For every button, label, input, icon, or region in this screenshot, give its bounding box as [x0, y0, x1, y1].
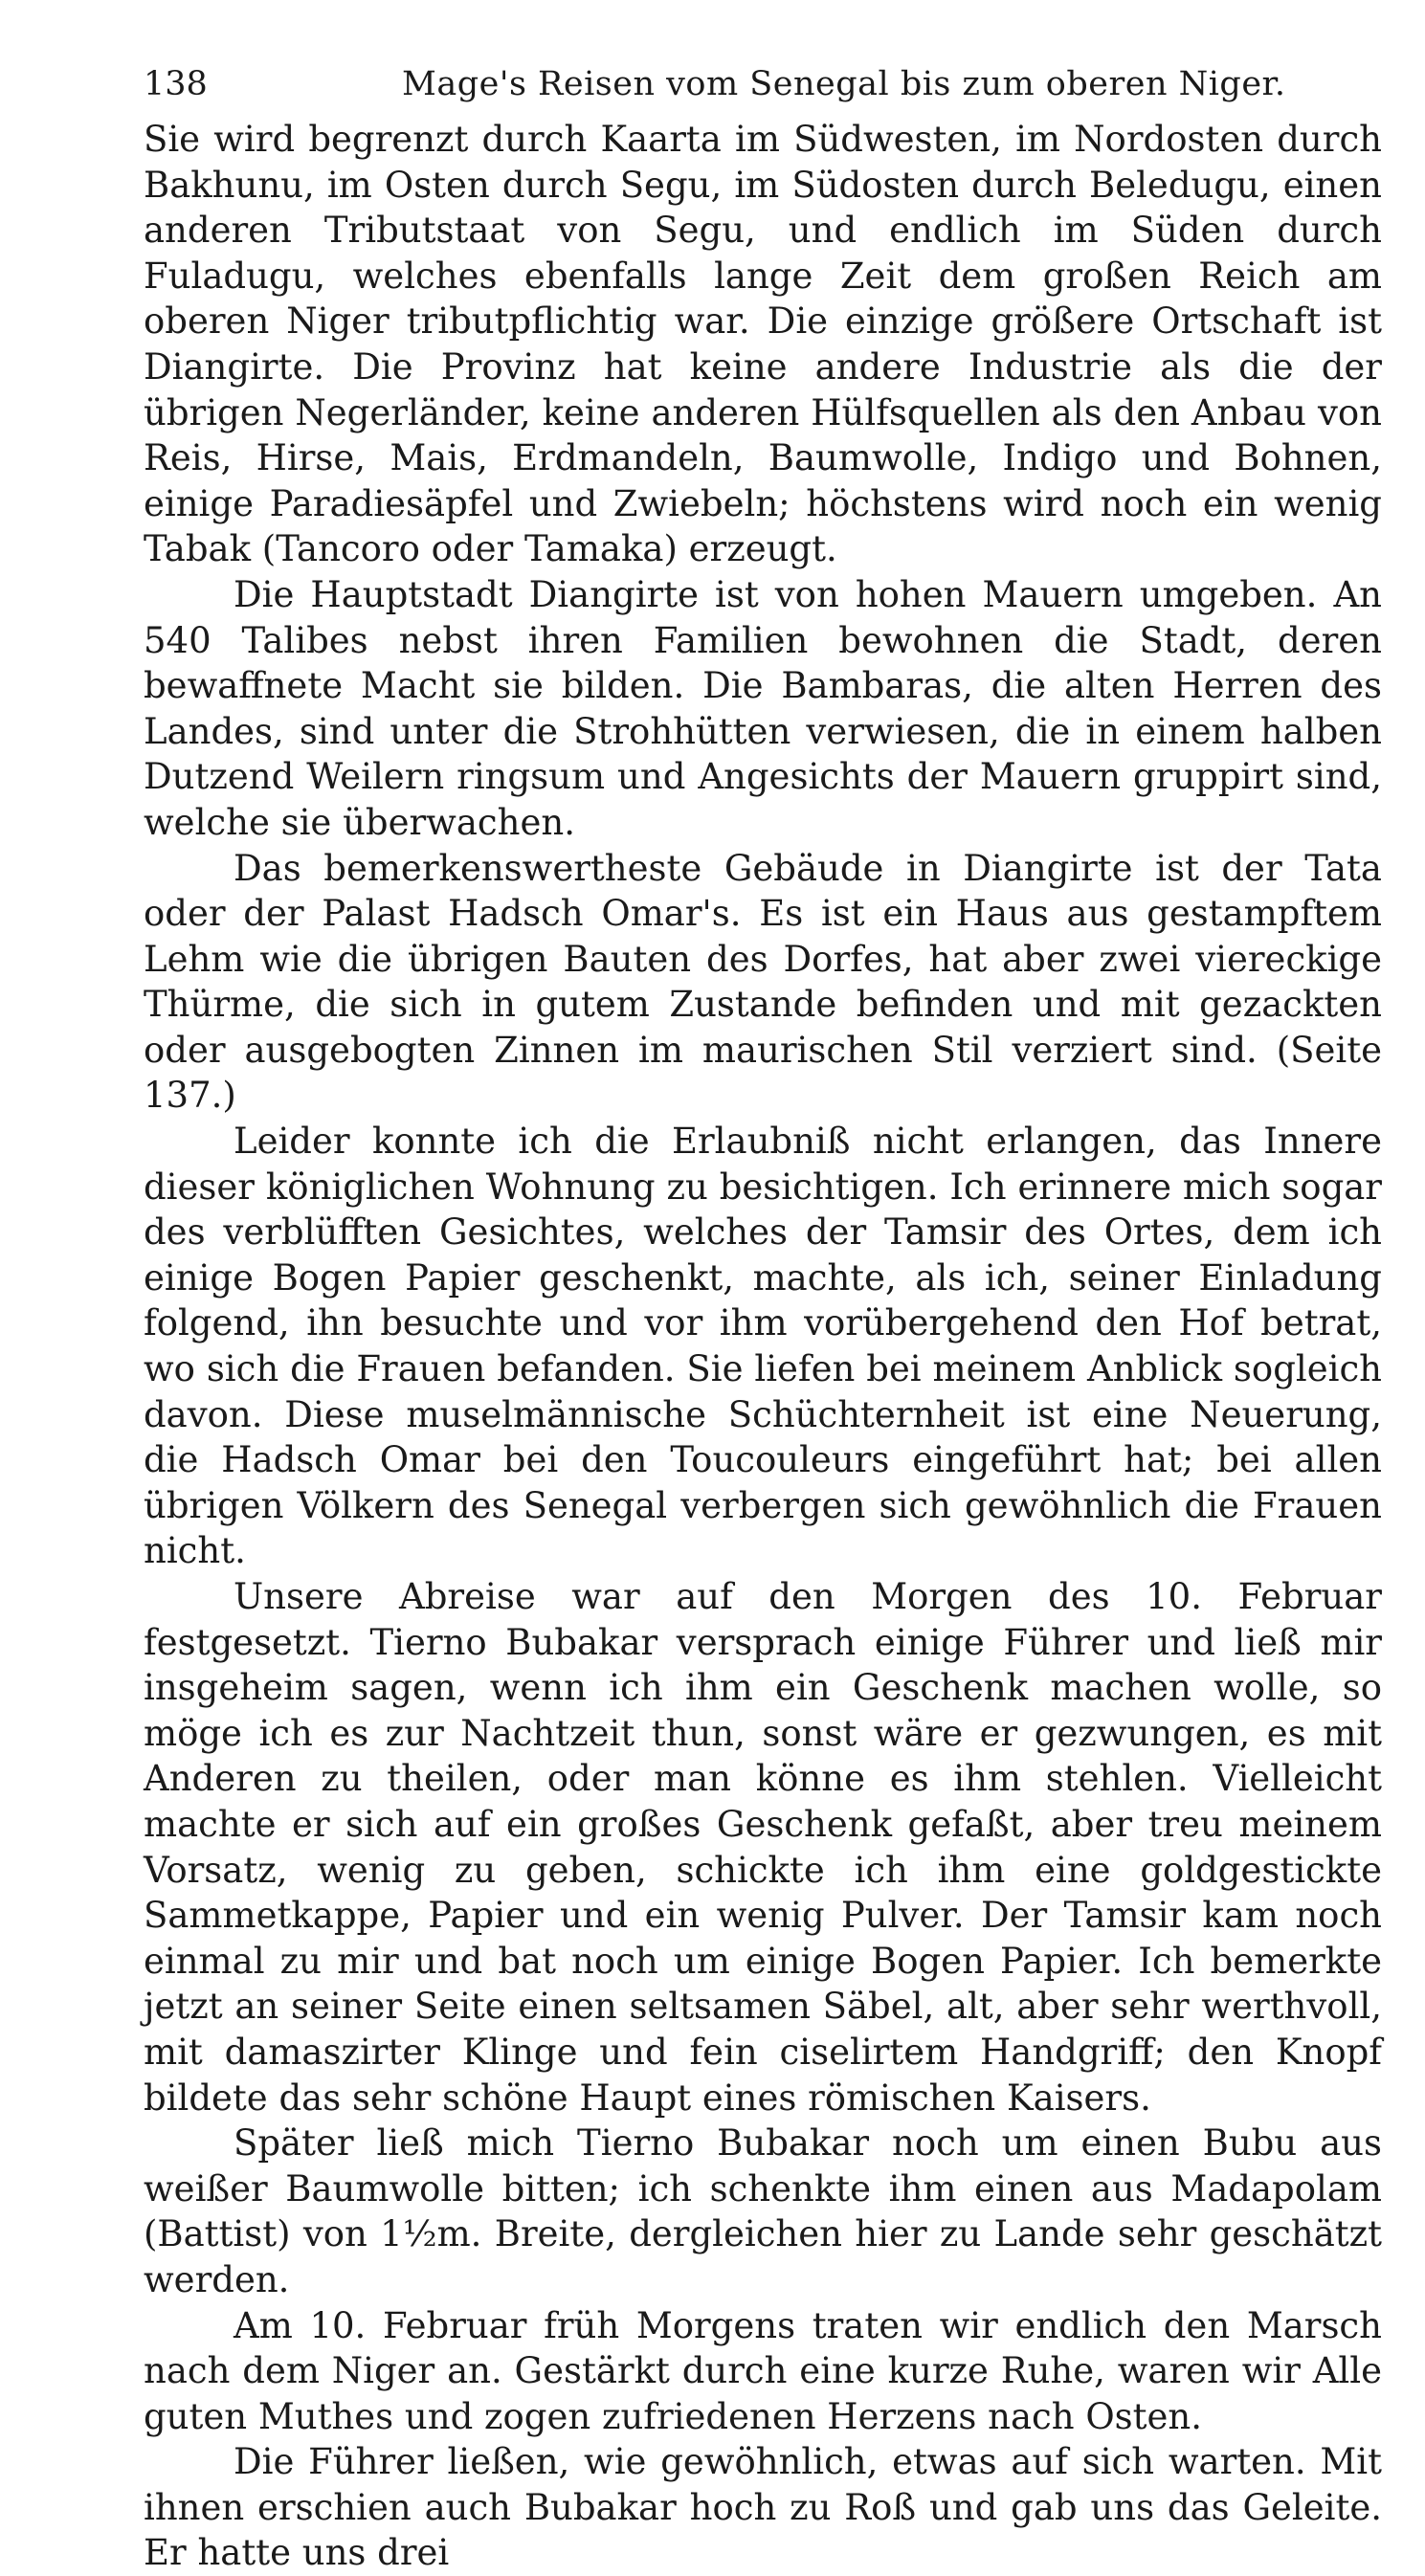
paragraph-3: Das bemerkenswertheste Gebäude in Diangirte ist der Tata oder der Palast Hadsch Omar's. Es ist ein Haus aus gestampftem Lehm wie die übrigen Bauten des Dorfes, hat aber zwei viereckige Thürme, die sich in gutem Zustande befinden und mit gezackten oder ausgebogten Zinnen im maurischen Stil verziert sind. (Seite 137.)	[144, 847, 1382, 1117]
paragraph-6: Später ließ mich Tierno Bubakar noch um einen Bubu aus weißer Baumwolle bitten; ich schenkte ihm einen aus Madapolam (Battist) von 1½m. Breite, dergleichen hier zu Lande sehr geschätzt werden.	[144, 2122, 1382, 2300]
paragraph-4: Leider konnte ich die Erlaubniß nicht erlangen, das Innere dieser königlichen Wohnung zu besichtigen. Ich erinnere mich sogar des verblüfften Gesichtes, welches der Tamsir des Ortes, dem ich einige Bogen Papier geschenkt, machte, als ich, seiner Einladung folgend, ihn besuchte und vor ihm vorübergehend den Hof betrat, wo sich die Frauen befanden. Sie liefen bei meinem Anblick sogleich davon. Diese muselmännische Schüchternheit ist eine Neuerung, die Hadsch Omar bei den Toucouleurs eingeführt hat; bei allen übrigen Völkern des Senegal verbergen sich gewöhnlich die Frauen nicht.	[144, 1121, 1382, 1572]
page-number: 138	[144, 65, 208, 103]
paragraph-7: Am 10. Februar früh Morgens traten wir endlich den Marsch nach dem Niger an. Gestärkt durch eine kurze Ruhe, waren wir Alle guten Muthes und zogen zufriedenen Herzens nach Osten.	[144, 2304, 1382, 2437]
paragraph-5: Unsere Abreise war auf den Morgen des 10. Februar festgesetzt. Tierno Bubakar versprach einige Führer und ließ mir insgeheim sagen, wenn ich ihm ein Geschenk machen wolle, so möge ich es zur Nachtzeit thun, sonst wäre er gezwungen, es mit Anderen zu theilen, oder man könne es ihm stehlen. Vielleicht machte er sich auf ein großes Geschenk gefaßt, aber treu meinem Vorsatz, wenig zu geben, schickte ich ihm eine goldgestickte Sammetkappe, Papier und ein wenig Pulver. Der Tamsir kam noch einmal zu mir und bat noch um einige Bogen Papier. Ich bemerkte jetzt an seiner Seite einen seltsamen Säbel, alt, aber sehr werthvoll, mit damaszirter Klinge und fein ciselirtem Handgriff; den Knopf bildete das sehr schöne Haupt eines römischen Kaisers.	[144, 1576, 1382, 2119]
body-text	[144, 117, 1382, 2576]
running-head	[144, 59, 1388, 109]
paragraph-2: Die Hauptstadt Diangirte ist von hohen Mauern umgeben. An 540 Talibes nebst ihren Familien bewohnen die Stadt, deren bewaffnete Macht sie bilden. Die Bambaras, die alten Herren des Landes, sind unter die Strohhütten verwiesen, die in einem halben Dutzend Weilern ringsum und Angesichts der Mauern gruppirt sind, welche sie überwachen.	[144, 573, 1382, 843]
running-title: Mage's Reisen vom Senegal bis zum oberen Niger.	[402, 65, 1286, 103]
paragraph-1: Sie wird begrenzt durch Kaarta im Südwesten, im Nordosten durch Bakhunu, im Osten durch Segu, im Südosten durch Beledugu, einen anderen Tributstaat von Segu, und endlich im Süden durch Fuladugu, welches ebenfalls lange Zeit dem großen Reich am oberen Niger tributpflichtig war. Die einzige größere Ortschaft ist Diangirte. Die Provinz hat keine andere Industrie als die der übrigen Negerländer, keine anderen Hülfsquellen als den Anbau von Reis, Hirse, Mais, Erdmandeln, Baumwolle, Indigo und Bohnen, einige Paradiesäpfel und Zwiebeln; höchstens wird noch ein wenig Tabak (Tancoro oder Tamaka) erzeugt.	[144, 119, 1382, 570]
paragraph-8: Die Führer ließen, wie gewöhnlich, etwas auf sich warten. Mit ihnen erschien auch Bubakar hoch zu Roß und gab uns das Geleite. Er hatte uns drei	[144, 2441, 1382, 2574]
